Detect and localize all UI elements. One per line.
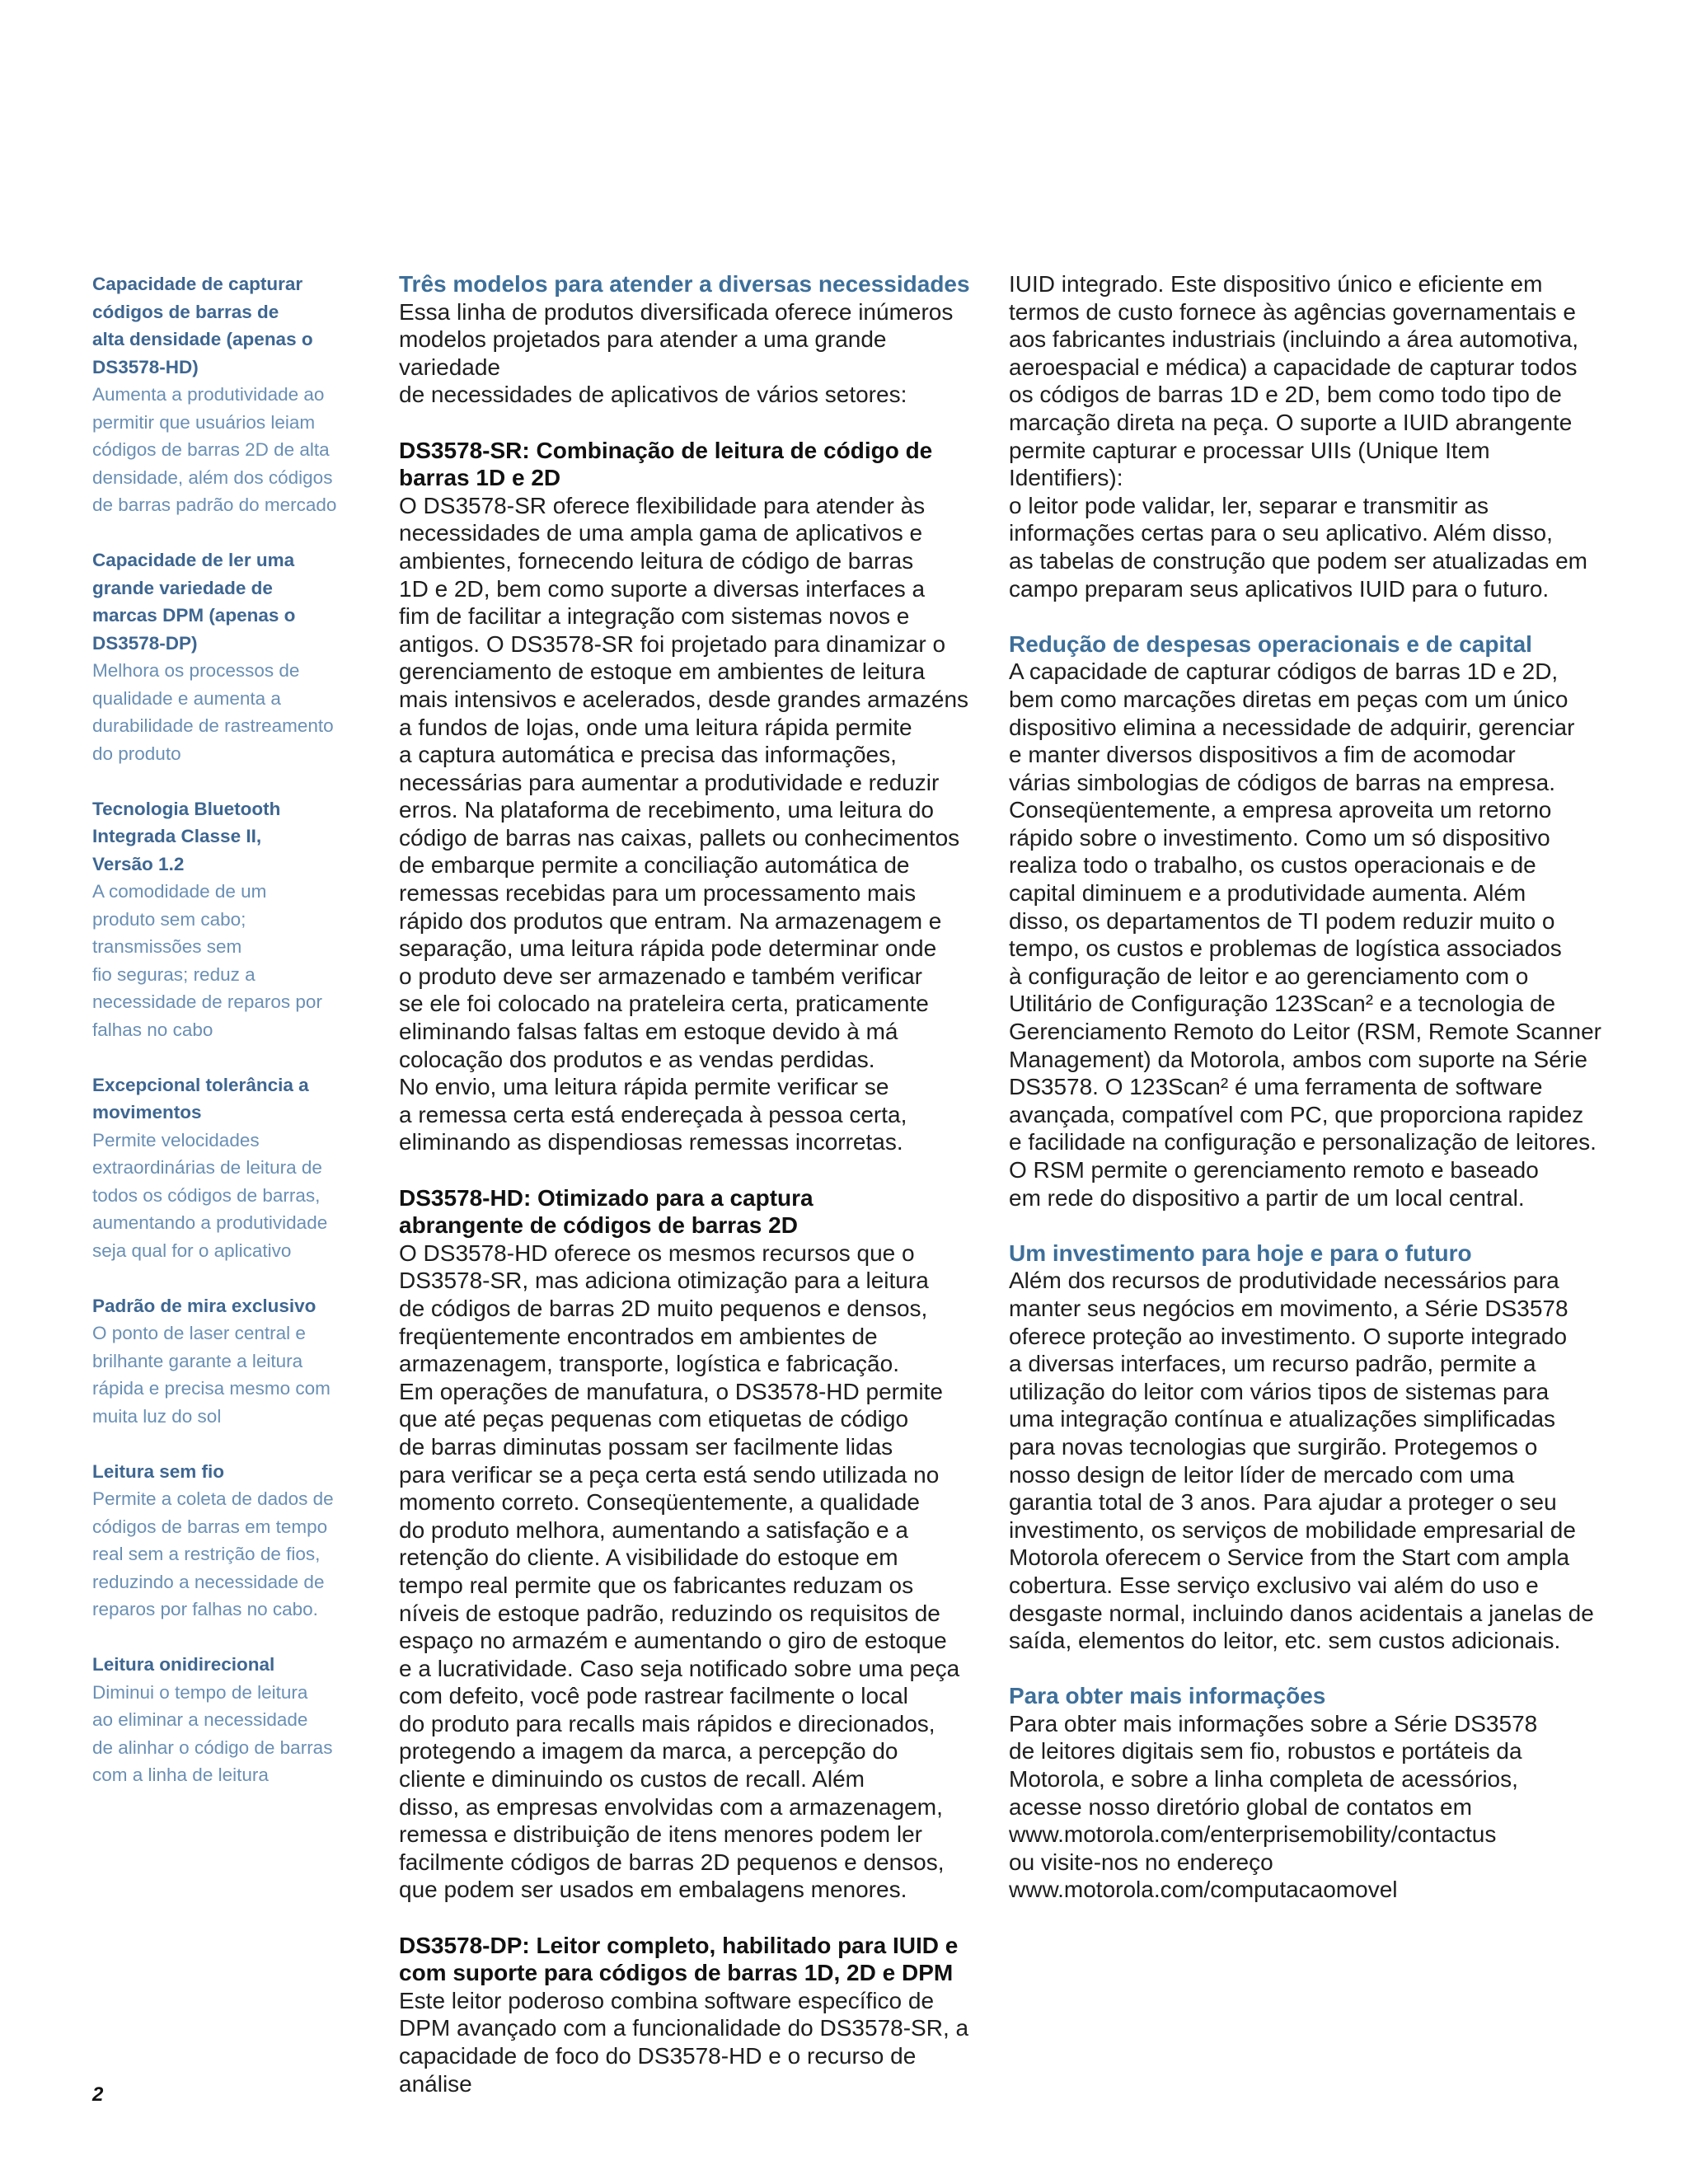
main-column-right [1009,270,1602,1904]
article-section [399,270,992,409]
body-line: Este leitor poderoso combina software específico de [399,1987,935,2013]
body-line: momento correto. Conseqüentemente, a qualidade [399,1489,920,1516]
body-line: 1D e 2D, bem como suporte a diversas interfaces a [399,575,926,602]
feature-item [92,1651,348,1789]
body-line: de barras diminutas possam ser facilmente lidas [399,1433,893,1460]
feature-title: marcas DPM (apenas o [92,605,296,626]
body-line: O DS3578-HD oferece os mesmos recursos que o [399,1240,915,1266]
body-line: para verificar se a peça certa está sendo utilizada no [399,1461,940,1488]
body-line: IUID integrado. Este dispositivo único e eficiente em [1009,271,1543,297]
body-line: tempo real permite que os fabricantes reduzam os [399,1572,914,1598]
body-line: as tabelas de construção que podem ser atualizadas em [1009,547,1587,574]
body-line: No envio, uma leitura rápida permite verificar se [399,1074,889,1100]
body-line: Além dos recursos de produtividade necessários para [1009,1268,1559,1294]
section-heading: abrangente de códigos de barras 2D [399,1212,798,1239]
feature-description: Permite a coleta de dados de [92,1488,334,1509]
body-line: facilmente códigos de barras 2D pequenos e densos, [399,1849,945,1875]
feature-description: Diminui o tempo de leitura [92,1681,308,1703]
body-line: os códigos de barras 1D e 2D, bem como todo tipo de [1009,382,1562,408]
section-heading: DS3578-SR: Combinação de leitura de código de [399,437,933,463]
feature-title: DS3578-DP) [92,632,198,654]
body-line: protegendo a imagem da marca, a percepção do [399,1738,898,1765]
feature-description: real sem a restrição de fios, [92,1544,321,1564]
body-line: DPM avançado com a funcionalidade do DS3578-SR, a [399,2015,969,2041]
body-line: desgaste normal, incluindo danos acidentais a janelas de [1009,1600,1594,1626]
feature-description: rápida e precisa mesmo com [92,1378,331,1399]
body-line: cobertura. Esse serviço exclusivo vai além do uso e [1009,1572,1539,1598]
article-section [1009,630,1602,1212]
feature-description: seja qual for o aplicativo [92,1240,292,1261]
body-line: a diversas interfaces, um recurso padrão, permite a [1009,1351,1536,1377]
feature-description: permitir que usuários leiam [92,411,316,433]
body-line: Gerenciamento Remoto do Leitor (RSM, Remote Scanner [1009,1019,1601,1045]
body-line: saída, elementos do leitor, etc. sem custos adicionais. [1009,1628,1561,1654]
feature-description: falhas no cabo [92,1019,213,1040]
body-line: tempo, os custos e problemas de logística associados [1009,935,1562,962]
body-line: de leitores digitais sem fio, robustos e portáteis da [1009,1738,1522,1765]
body-line: em rede do dispositivo a partir de um local central. [1009,1184,1525,1211]
body-line: separação, uma leitura rápida pode determinar onde [399,935,937,962]
feature-title: DS3578-HD) [92,356,199,377]
body-line: remessa e distribuição de itens menores podem ler [399,1821,922,1848]
body-line: eliminando as dispendiosas remessas incorretas. [399,1129,903,1155]
section-spacer [399,1156,992,1184]
body-line: espaço no armazém e aumentando o giro de estoque [399,1628,947,1654]
article-section [399,437,992,1156]
body-line: do produto melhora, aumentando a satisfação e a [399,1516,908,1543]
body-line: rápido dos produtos que entram. Na armazenagem e [399,907,942,934]
body-line: DS3578. O 123Scan² é uma ferramenta de software [1009,1074,1543,1100]
body-line: disso, os departamentos de TI podem reduzir muito o [1009,907,1555,934]
body-line: marcação direta na peça. O suporte a IUID abrangente [1009,409,1573,435]
feature-description: necessidade de reparos por [92,991,322,1012]
feature-description: códigos de barras 2D de alta [92,439,330,460]
body-line: termos de custo fornece às agências governamentais e [1009,298,1576,325]
feature-item [92,1458,348,1624]
body-line: realiza todo o trabalho, os custos operacionais e de [1009,852,1536,879]
section-spacer [399,1904,992,1932]
body-line: Em operações de manufatura, o DS3578-HD permite [399,1378,943,1404]
body-line: Management) da Motorola, ambos com suporte na Série [1009,1046,1587,1072]
feature-description: do produto [92,743,181,764]
feature-item [92,270,348,519]
article-section [1009,1682,1602,1904]
body-line: que podem ser usados em embalagens menores. [399,1877,907,1903]
body-line: investimento, os serviços de mobilidade empresarial de [1009,1516,1576,1543]
feature-title: Capacidade de capturar [92,274,303,294]
feature-description: qualidade e aumenta a [92,687,281,709]
body-line: retenção do cliente. A visibilidade do estoque em [399,1544,898,1571]
section-heading: com suporte para códigos de barras 1D, 2D e DPM [399,1960,954,1986]
feature-description: produto sem cabo; [92,908,246,930]
feature-description: Melhora os processos de [92,660,300,681]
body-line: a fundos de lojas, onde uma leitura rápida permite [399,714,912,740]
body-line: www.motorola.com/enterprisemobility/contactus [1009,1821,1497,1848]
body-line: cliente e diminuindo os custos de recall. Além [399,1766,865,1793]
body-line: aos fabricantes industriais (incluindo a área automotiva, [1009,326,1579,353]
section-spacer [1009,1655,1602,1683]
body-line: aeroespacial e médica) a capacidade de capturar todos [1009,354,1578,380]
features-sidebar [92,270,348,1816]
body-line: modelos projetados para atender a uma grande variedade [399,326,887,380]
feature-title: Leitura onidirecional [92,1654,275,1675]
feature-description: de alinhar o código de barras [92,1736,333,1758]
body-line: freqüentemente encontrados em ambientes de [399,1323,878,1349]
feature-description: reduzindo a necessidade de [92,1571,325,1592]
section-heading: Um investimento para hoje e para o futuro [1009,1240,1472,1266]
body-line: garantia total de 3 anos. Para ajudar a proteger o seu [1009,1489,1557,1516]
body-line: permite capturar e processar UIIs (Unique Item Identifiers): [1009,437,1490,491]
feature-title: alta densidade (apenas o [92,329,313,349]
section-spacer [1009,602,1602,630]
body-line: www.motorola.com/computacaomovel [1009,1877,1398,1903]
feature-description: de barras padrão do mercado [92,494,337,515]
body-line: A capacidade de capturar códigos de barras 1D e 2D, [1009,658,1559,685]
feature-title: códigos de barras de [92,301,279,322]
body-line: capacidade de foco do DS3578-HD e o recurso de análise [399,2043,917,2097]
feature-description: A comodidade de um [92,881,267,902]
section-heading: barras 1D e 2D [399,465,561,491]
feature-title: Versão 1.2 [92,853,185,874]
body-line: à configuração de leitor e ao gerenciamento com o [1009,963,1529,989]
body-line: e facilidade na configuração e personalização de leitores. [1009,1129,1597,1155]
section-heading: Para obter mais informações [1009,1683,1326,1709]
body-line: o leitor pode validar, ler, separar e transmitir as [1009,492,1489,518]
article-section [1009,1240,1602,1655]
body-line: DS3578-SR, mas adiciona otimização para a leitura [399,1268,929,1294]
body-line: utilização do leitor com vários tipos de sistemas para [1009,1378,1550,1404]
section-spacer [399,409,992,437]
body-line: de necessidades de aplicativos de vários setores: [399,382,907,408]
article-section [399,1184,992,1904]
section-heading: Três modelos para atender a diversas necessidades [399,271,970,297]
feature-description: O ponto de laser central e [92,1323,306,1343]
feature-description: reparos por falhas no cabo. [92,1599,318,1619]
body-line: necessidades de uma ampla gama de aplicativos e [399,520,923,546]
body-line: O DS3578-SR oferece flexibilidade para atender às [399,492,926,518]
body-line: ou visite-nos no endereço [1009,1849,1273,1875]
body-line: e manter diversos dispositivos a fim de acomodar [1009,742,1516,768]
body-line: rápido sobre o investimento. Como um só dispositivo [1009,824,1550,851]
feature-title: Tecnologia Bluetooth [92,798,281,819]
body-line: a remessa certa está endereçada à pessoa certa, [399,1101,907,1127]
body-line: se ele foi colocado na prateleira certa, praticamente [399,991,929,1017]
section-spacer [1009,1212,1602,1240]
feature-description: densidade, além dos códigos [92,466,333,488]
body-line: dispositivo elimina a necessidade de adquirir, gerenciar [1009,714,1575,740]
feature-description: ao eliminar a necessidade [92,1709,308,1730]
body-line: colocação dos produtos e as vendas perdidas. [399,1046,875,1072]
feature-description: durabilidade de rastreamento [92,715,334,736]
feature-description: códigos de barras em tempo [92,1516,328,1537]
body-line: gerenciamento de estoque em ambientes de leitura [399,658,926,685]
feature-description: transmissões sem [92,936,242,957]
body-line: várias simbologias de códigos de barras na empresa. [1009,769,1556,795]
body-line: Motorola oferecem o Service from the Start com ampla [1009,1544,1570,1571]
body-line: erros. Na plataforma de recebimento, uma leitura do [399,797,934,823]
body-line: armazenagem, transporte, logística e fabricação. [399,1351,899,1377]
feature-title: Capacidade de ler uma [92,550,295,570]
body-line: avançada, compatível com PC, que proporciona rapidez [1009,1101,1584,1127]
body-line: de códigos de barras 2D muito pequenos e densos, [399,1295,928,1321]
body-line: níveis de estoque padrão, reduzindo os requisitos de [399,1600,940,1626]
body-line: Para obter mais informações sobre a Série DS3578 [1009,1710,1538,1736]
body-line: bem como marcações diretas em peças com um único [1009,686,1568,712]
page-number: 2 [92,2083,104,2106]
body-line: com defeito, você pode rastrear facilmente o local [399,1683,908,1709]
body-line: Motorola, e sobre a linha completa de acessórios, [1009,1766,1518,1793]
body-line: eliminando falsas faltas em estoque devido à má [399,1019,898,1045]
article-section [1009,270,1602,602]
feature-title: Leitura sem fio [92,1460,225,1482]
body-line: necessárias para aumentar a produtividade e reduzir [399,769,940,795]
feature-title: grande variedade de [92,577,273,598]
body-line: o produto deve ser armazenado e também verificar [399,963,922,989]
body-line: fim de facilitar a integração com sistemas novos e [399,603,910,630]
feature-description: aumentando a produtividade [92,1212,328,1233]
feature-description: Permite velocidades [92,1129,260,1151]
body-line: manter seus negócios em movimento, a Série DS3578 [1009,1295,1568,1321]
feature-description: fio seguras; reduz a [92,963,256,985]
body-line: acesse nosso diretório global de contatos em [1009,1793,1472,1820]
article-section [399,1932,992,2098]
section-heading: DS3578-HD: Otimizado para a captura [399,1184,814,1211]
body-line: código de barras nas caixas, pallets ou conhecimentos [399,824,960,851]
feature-description: Aumenta a produtividade ao [92,384,325,405]
body-line: e a lucratividade. Caso seja notificado sobre uma peça [399,1655,960,1681]
body-line: para novas tecnologias que surgirão. Protegemos o [1009,1433,1538,1460]
feature-title: Excepcional tolerância a [92,1074,309,1095]
section-heading: Redução de despesas operacionais e de capital [1009,630,1532,657]
body-line: mais intensivos e acelerados, desde grandes armazéns [399,686,969,712]
feature-description: com a linha de leitura [92,1765,269,1785]
body-line: O RSM permite o gerenciamento remoto e baseado [1009,1157,1539,1183]
feature-item [92,1071,348,1265]
body-line: antigos. O DS3578-SR foi projetado para dinamizar o [399,630,946,657]
body-line: disso, as empresas envolvidas com a armazenagem, [399,1793,943,1820]
body-line: Essa linha de produtos diversificada oferece inúmeros [399,298,954,325]
feature-description: extraordinárias de leitura de [92,1157,322,1178]
feature-description: muita luz do sol [92,1405,222,1427]
section-heading: DS3578-DP: Leitor completo, habilitado para IUID e [399,1932,959,1958]
body-line: informações certas para o seu aplicativo. Além disso, [1009,520,1553,546]
body-line: de embarque permite a conciliação automática de [399,852,910,879]
body-line: Utilitário de Configuração 123Scan² e a tecnologia de [1009,991,1556,1017]
body-line: nosso design de leitor líder de mercado com uma [1009,1461,1515,1488]
body-line: campo preparam seus aplicativos IUID para o futuro. [1009,575,1550,602]
body-line: a captura automática e precisa das informações, [399,742,897,768]
body-line: do produto para recalls mais rápidos e direcionados, [399,1710,935,1736]
feature-description: todos os códigos de barras, [92,1184,321,1206]
feature-item [92,795,348,1044]
body-line: capital diminuem e a produtividade aumenta. Além [1009,880,1526,907]
feature-item [92,546,348,767]
body-line: remessas recebidas para um processamento mais [399,880,917,907]
feature-item [92,1292,348,1431]
body-line: ambientes, fornecendo leitura de código de barras [399,547,914,574]
body-line: oferece proteção ao investimento. O suporte integrado [1009,1323,1568,1349]
feature-title: Padrão de mira exclusivo [92,1295,316,1316]
feature-title: movimentos [92,1102,202,1122]
feature-title: Integrada Classe II, [92,826,262,846]
body-line: uma integração contínua e atualizações simplificadas [1009,1406,1556,1432]
main-column-left [399,270,992,2097]
body-line: que até peças pequenas com etiquetas de código [399,1406,909,1432]
body-line: Conseqüentemente, a empresa aproveita um retorno [1009,797,1552,823]
feature-description: brilhante garante a leitura [92,1350,303,1371]
